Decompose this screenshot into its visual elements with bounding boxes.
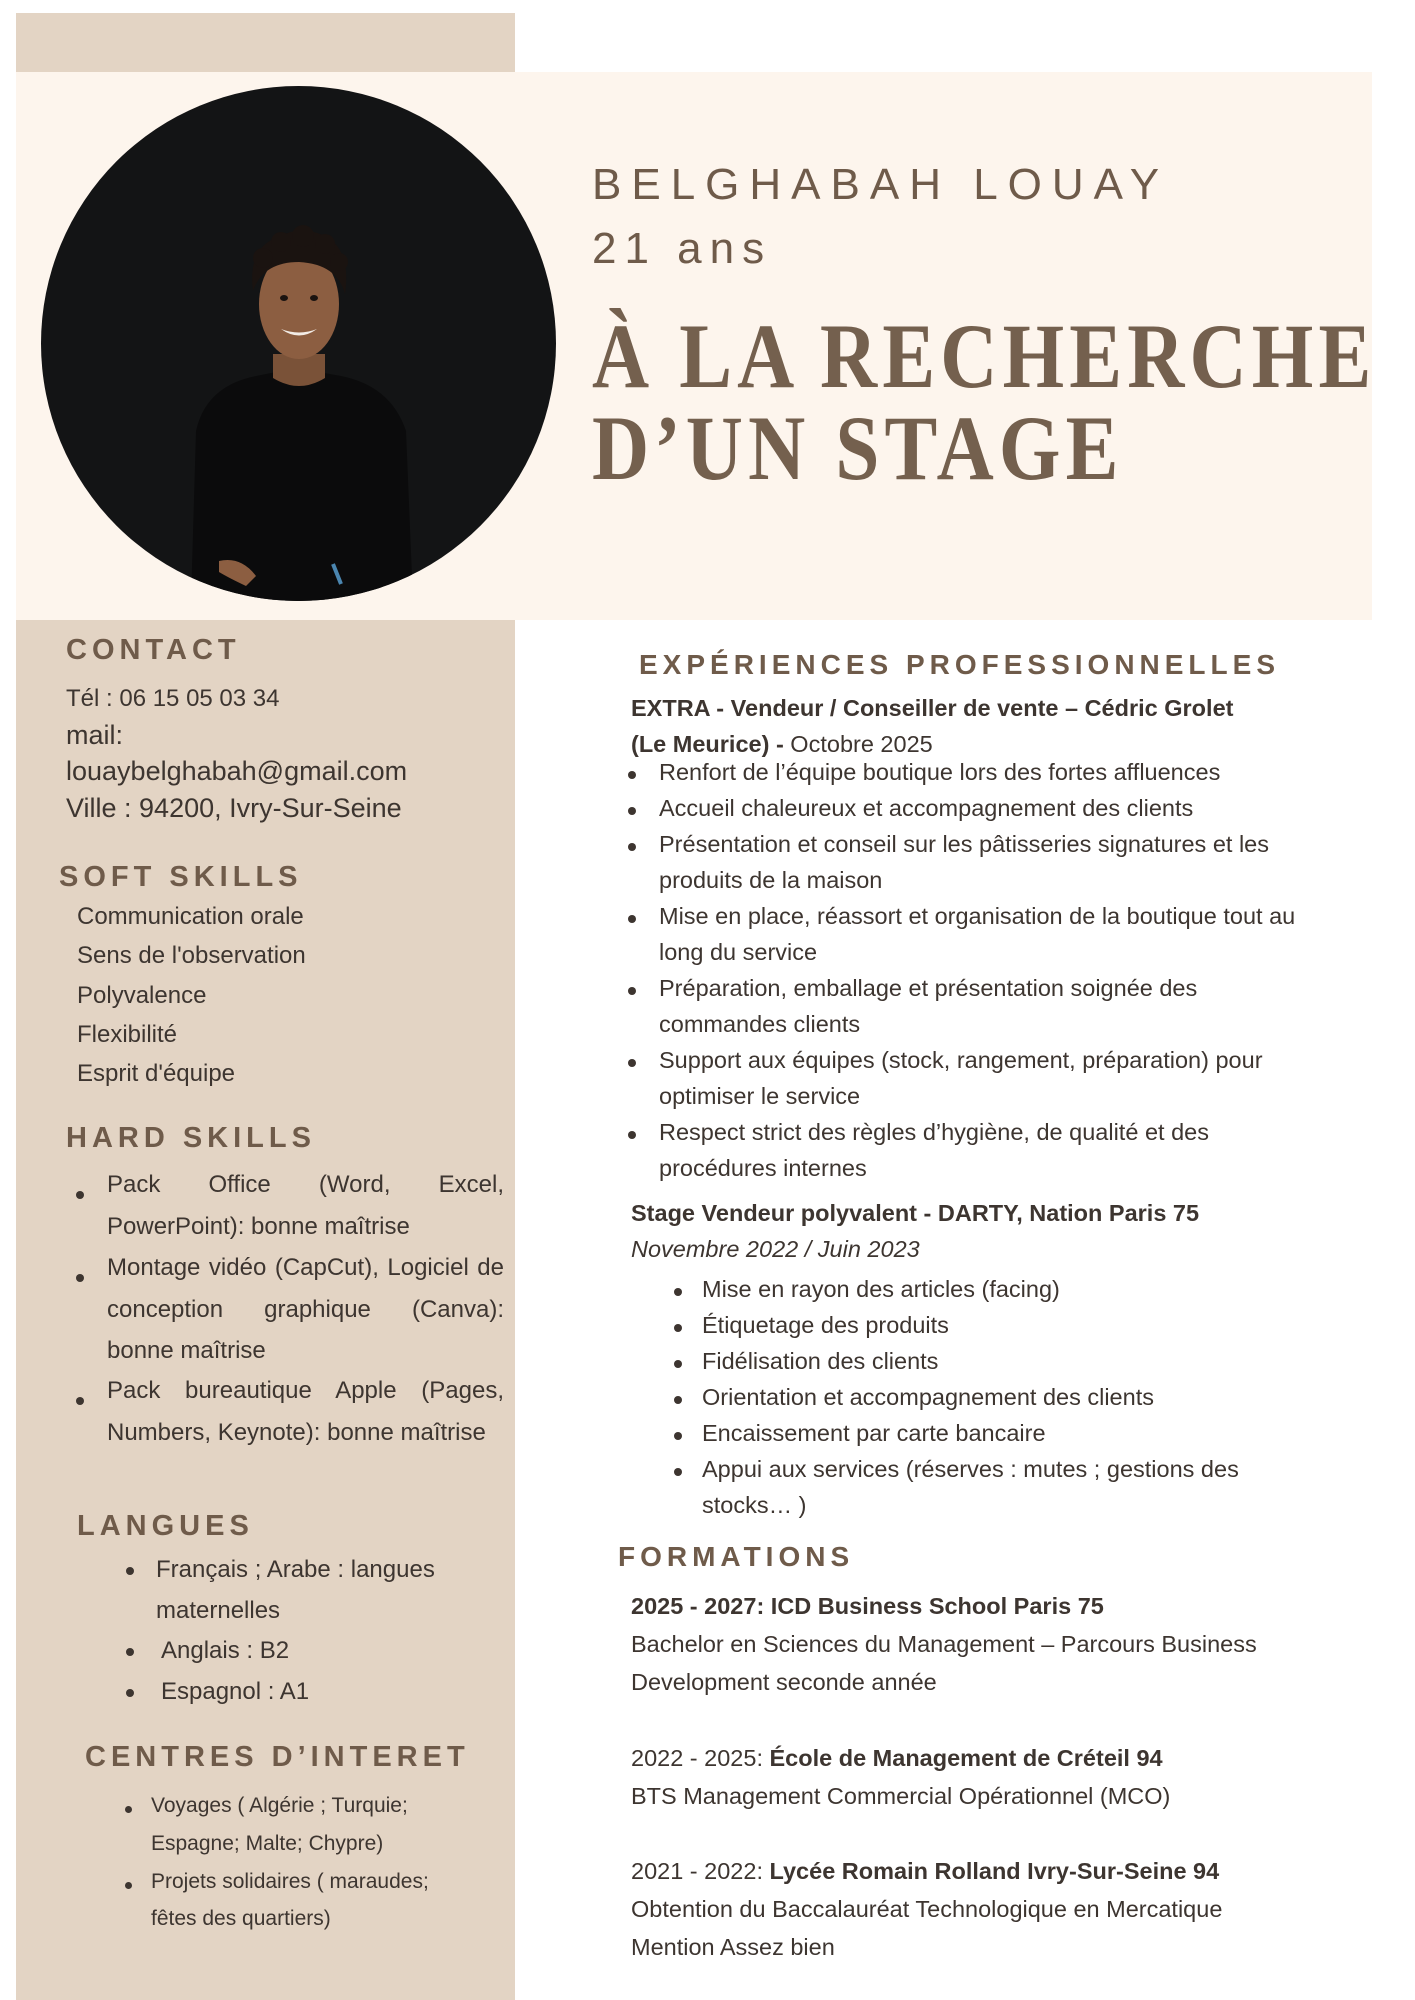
contact-phone: Tél : 06 15 05 03 34	[66, 685, 280, 712]
formation-years: 2022 - 2025:	[631, 1745, 770, 1771]
bullet-icon	[674, 1468, 682, 1476]
interest-item-continued: Espagne; Malte; Chypre)	[151, 1832, 384, 1855]
language-item: Anglais : B2	[161, 1637, 290, 1664]
formation-item-title	[631, 1858, 1219, 1885]
bullet-item: Présentation et conseil sur les pâtisseries signatures et les	[659, 831, 1270, 857]
headline-line-1: À LA RECHERCHE	[592, 305, 1377, 407]
contact-city: Ville : 94200, Ivry-Sur-Seine	[66, 793, 402, 823]
bullet-item: Mise en rayon des articles (facing)	[702, 1276, 1060, 1302]
formations-heading: FORMATIONS	[618, 1541, 855, 1572]
bullet-item: Accueil chaleureux et accompagnement des clients	[659, 795, 1194, 821]
job1-title: EXTRA - Vendeur / Conseiller de vente – Cédric Grolet	[631, 695, 1234, 721]
contact-heading: CONTACT	[66, 634, 241, 666]
bullet-item: Respect strict des règles d’hygiène, de qualité et des	[659, 1119, 1209, 1145]
bullet-icon	[674, 1432, 682, 1440]
formation-school: ICD Business School Paris 75	[770, 1593, 1104, 1619]
bullet-icon	[126, 1689, 134, 1697]
language-item: Espagnol : A1	[161, 1678, 310, 1705]
bullet-icon	[674, 1288, 682, 1296]
languages-heading: LANGUES	[77, 1510, 254, 1542]
formation-item-title	[631, 1593, 1104, 1620]
bullet-icon	[628, 987, 636, 995]
formation-description: Obtention du Baccalauréat Technologique en Mercatique	[631, 1896, 1223, 1922]
bullet-item: Appui aux services (réserves : mutes ; gestions des	[702, 1456, 1239, 1482]
soft-skill-item: Communication orale	[77, 903, 304, 930]
bullet-item: Encaissement par carte bancaire	[702, 1420, 1046, 1446]
hard-skill-item: Pack Office (Word, Excel, PowerPoint): bonne maîtrise	[107, 1171, 504, 1240]
job2-date: Novembre 2022 / Juin 2023	[631, 1236, 920, 1262]
formation-description: BTS Management Commercial Opérationnel (MCO)	[631, 1783, 1171, 1809]
formation-school: Lycée Romain Rolland Ivry-Sur-Seine 94	[769, 1858, 1220, 1884]
bullet-item: Renfort de l’équipe boutique lors des fortes affluences	[659, 759, 1221, 785]
formation-item-title	[631, 1745, 1163, 1772]
formation-description: Development seconde année	[631, 1669, 937, 1695]
bullet-icon	[674, 1360, 682, 1368]
job2-title: Stage Vendeur polyvalent - DARTY, Nation Paris 75	[631, 1200, 1200, 1226]
interest-item: Projets solidaires ( maraudes;	[151, 1870, 429, 1893]
bullet-item-continued: long du service	[659, 939, 818, 965]
bullet-icon	[628, 1131, 636, 1139]
bullet-icon	[126, 1567, 134, 1575]
soft-skill-item: Sens de l'observation	[77, 942, 306, 969]
bullet-icon	[125, 1806, 132, 1813]
bullet-icon	[628, 807, 636, 815]
job1-date: Octobre 2025	[783, 731, 933, 757]
hard-skill-item: Pack bureautique Apple (Pages, Numbers, Keynote): bonne maîtrise	[107, 1377, 504, 1446]
formation-years: 2025 - 2027:	[631, 1593, 771, 1619]
bullet-item: Mise en place, réassort et organisation de la boutique tout au	[659, 903, 1296, 929]
job1-title-line2	[631, 731, 933, 758]
bullet-item-continued: stocks… )	[702, 1492, 807, 1518]
hard-skills-heading: HARD SKILLS	[66, 1122, 316, 1154]
bullet-icon	[628, 771, 636, 779]
soft-skill-item: Flexibilité	[77, 1021, 178, 1048]
experience-heading: EXPÉRIENCES PROFESSIONNELLES	[639, 649, 1280, 680]
headline-line-2: D’UN STAGE	[592, 397, 1124, 499]
bullet-item: Préparation, emballage et présentation soignée des	[659, 975, 1198, 1001]
candidate-age: 21 ans	[592, 224, 773, 273]
top-accent-tab	[16, 13, 515, 72]
formation-school: École de Management de Créteil 94	[769, 1745, 1163, 1771]
language-item-continued: maternelles	[156, 1597, 281, 1624]
interest-item-continued: fêtes des quartiers)	[151, 1907, 331, 1930]
profile-photo	[41, 86, 556, 601]
hard-skill-item: Montage vidéo (CapCut), Logiciel de conception graphique (Canva): bonne maîtrise	[107, 1254, 504, 1364]
bullet-item: Orientation et accompagnement des clients	[702, 1384, 1154, 1410]
contact-mail-label: mail:	[66, 720, 124, 750]
bullet-icon	[674, 1324, 682, 1332]
bullet-item-continued: optimiser le service	[659, 1083, 861, 1109]
formation-years: 2021 - 2022:	[631, 1858, 770, 1884]
bullet-item: Étiquetage des produits	[702, 1312, 949, 1338]
soft-skills-heading: SOFT SKILLS	[59, 861, 303, 893]
bullet-icon	[76, 1274, 84, 1282]
formation-description: Mention Assez bien	[631, 1934, 835, 1960]
job1-company: (Le Meurice) -	[631, 731, 784, 757]
bullet-icon	[674, 1396, 682, 1404]
bullet-icon	[125, 1882, 132, 1889]
bullet-item-continued: commandes clients	[659, 1011, 861, 1037]
interests-heading: CENTRES D’INTERET	[85, 1741, 470, 1773]
soft-skill-item: Polyvalence	[77, 982, 207, 1009]
bullet-icon	[628, 1059, 636, 1067]
bullet-icon	[628, 843, 636, 851]
person-portrait-icon	[41, 86, 556, 601]
bullet-item: Support aux équipes (stock, rangement, préparation) pour	[659, 1047, 1263, 1073]
bullet-icon	[628, 915, 636, 923]
bullet-item-continued: produits de la maison	[659, 867, 883, 893]
candidate-name: BELGHABAH LOUAY	[592, 160, 1170, 209]
soft-skill-item: Esprit d'équipe	[77, 1060, 236, 1087]
bullet-icon	[76, 1397, 84, 1405]
interest-item: Voyages ( Algérie ; Turquie;	[151, 1794, 408, 1817]
bullet-icon	[126, 1648, 134, 1656]
formation-description: Bachelor en Sciences du Management – Parcours Business	[631, 1631, 1257, 1657]
language-item: Français ; Arabe : langues	[156, 1556, 435, 1583]
bullet-item-continued: procédures internes	[659, 1155, 867, 1181]
bullet-icon	[76, 1191, 84, 1199]
bullet-item: Fidélisation des clients	[702, 1348, 939, 1374]
contact-email-link[interactable]: louaybelghabah@gmail.com	[66, 756, 408, 786]
